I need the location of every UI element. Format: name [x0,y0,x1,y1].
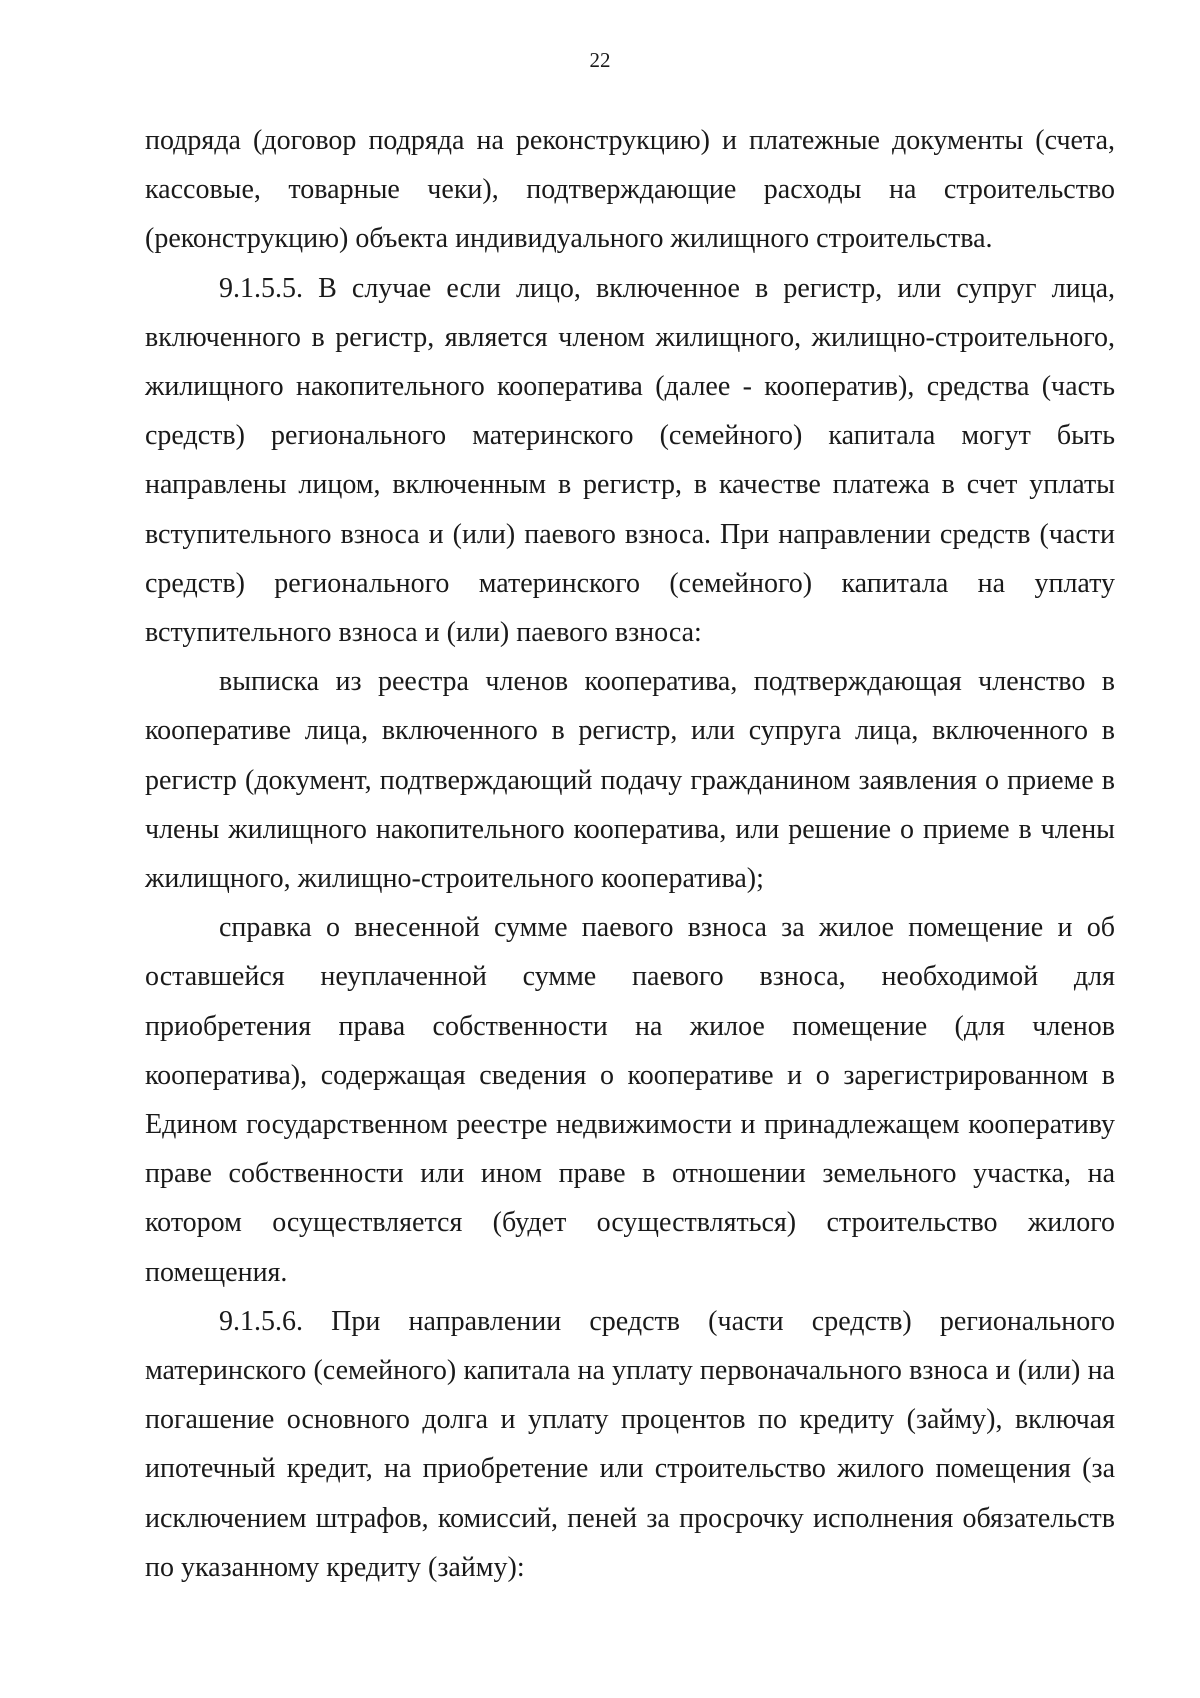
paragraph-continuation: подряда (договор подряда на реконструкцию) и платежные документы (счета, кассовые, товарные чеки), подтверждающие расходы на строительство (реконструкцию) объекта индивидуального жилищного строительства. [145,125,1115,255]
paragraph-9-1-5-5: 9.1.5.5. В случае если лицо, включенное в регистр, или супруг лица, включенного в регистр, является членом жилищного, жилищно-строительного, жилищного накопительного кооператива (далее - кооператив), средства (часть средств) регионального материнского (семейного) капитала могут быть направлены лицом, включенным в регистр, в качестве платежа в счет уплаты вступительного взноса и (или) паевого взноса. При направлении средств (части средств) регионального материнского (семейного) капитала на уплату вступительного взноса и (или) паевого взноса: [145,272,1115,649]
paragraph-9-1-5-6: 9.1.5.6. При направлении средств (части средств) регионального материнского (семейного) капитала на уплату первоначального взноса и (или) на погашение основного долга и уплату процентов по кредиту (займу), включая ипотечный кредит, на приобретение или строительство жилого помещения (за исключением штрафов, комиссий, пеней за просрочку исполнения обязательств по указанному кредиту (займу): [145,1305,1115,1583]
paragraph-share-contribution-certificate: справка о внесенной сумме паевого взноса за жилое помещение и об оставшейся неуплаченной сумме паевого взноса, необходимой для приобретения права собственности на жилое помещение (для членов кооператива), содержащая сведения о кооперативе и о зарегистрированном в Едином государственном реестре недвижимости и принадлежащем кооперативу праве собственности или ином праве в отношении земельного участка, на котором осуществляется (будет осуществляться) строительство жилого помещения. [145,912,1115,1288]
document-body [145,116,1115,1592]
paragraph-registry-extract: выписка из реестра членов кооператива, подтверждающая членство в кооперативе лица, включенного в регистр, или супруга лица, включенного в регистр (документ, подтверждающий подачу гражданином заявления о приеме в члены жилищного накопительного кооператива, или решение о приеме в члены жилищного, жилищно-строительного кооператива); [145,666,1115,895]
page-number: 22 [589,48,611,72]
